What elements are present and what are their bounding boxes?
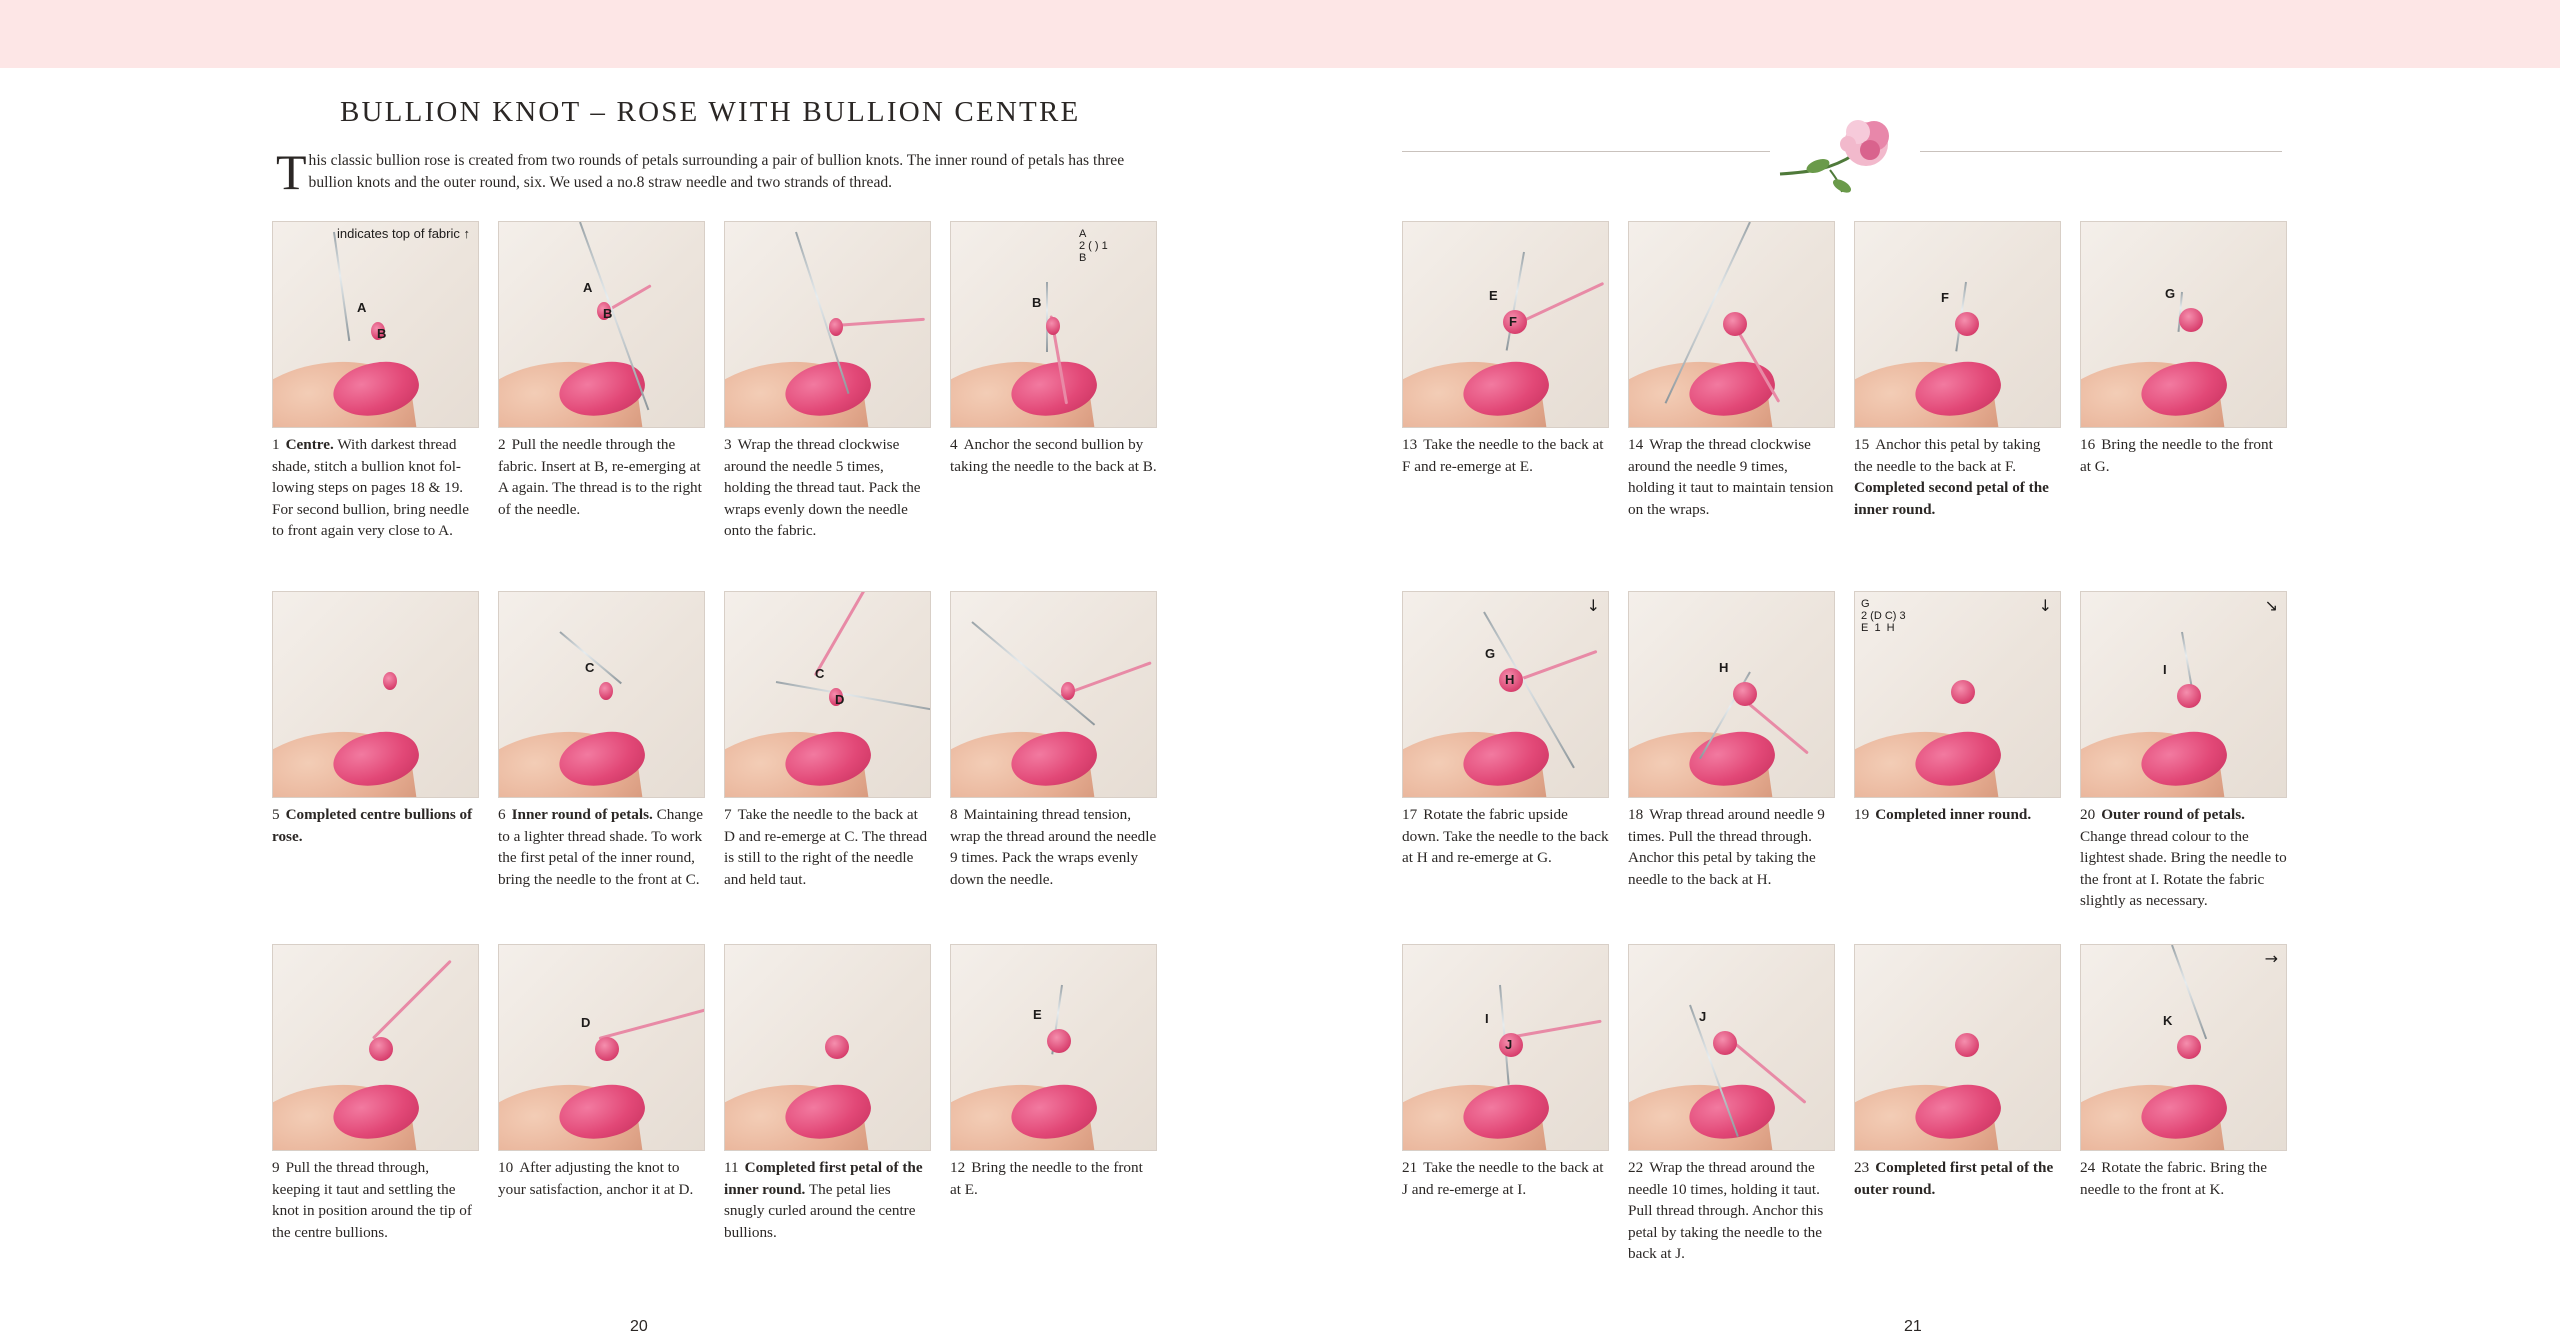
step-number: 9 (272, 1159, 280, 1176)
left-page (0, 68, 1280, 1344)
thread-line (814, 591, 867, 676)
bullion-knot (1733, 682, 1757, 706)
step-text: Take the needle to the back at D and re-emerge at C. The thread is still to the right of the needle and held taut. (724, 806, 928, 888)
point-label: J (1699, 1009, 1707, 1024)
step-text: Wrap the thread clockwise around the needle 9 times, holding it taut to maintain tension on the wraps. (1628, 436, 1834, 518)
direction-arrow-icon: ↓ (2038, 596, 2052, 615)
step-photo-18 (1628, 591, 1835, 798)
step-caption-18 (1628, 804, 1835, 890)
direction-arrow-icon: → (2264, 949, 2278, 968)
step-card-20 (2080, 591, 2287, 912)
step-caption-23 (1854, 1157, 2061, 1200)
point-label: B (377, 326, 387, 341)
right-page (1280, 68, 2560, 1344)
intro-paragraph (276, 144, 1168, 200)
diagram-line: G (1861, 598, 1870, 610)
step-card-7 (724, 591, 931, 890)
step-photo-1 (272, 221, 479, 428)
step-text: Wrap the thread around the needle 10 times, holding it taut. Pull thread through. Anchor this petal by taking the needle to the back at J. (1628, 1159, 1824, 1262)
step-heading: Inner round of petals. (511, 806, 653, 823)
thread-line (599, 1006, 705, 1040)
step-card-21 (1402, 944, 1609, 1200)
step-caption-2 (498, 434, 705, 520)
needle (1506, 252, 1525, 351)
diagram-line: 2 (D C) 3 (1861, 610, 1906, 622)
bullion-knot (595, 1037, 619, 1061)
step-photo-14 (1628, 221, 1835, 428)
step-text: Anchor this petal by taking the needle to the back at F. (1854, 436, 2041, 475)
step-number: 23 (1854, 1159, 1870, 1176)
step-heading: Centre. (285, 436, 334, 453)
step-photo-12 (950, 944, 1157, 1151)
page-title: BULLION KNOT – ROSE WITH BULLION CENTRE (340, 96, 1081, 128)
point-label: B (1032, 295, 1042, 310)
bullion-knot (825, 1035, 849, 1059)
step-text: Change thread colour to the lightest shade. Bring the needle to the front at I. Rotate the fabric slightly as necessary. (2080, 827, 2287, 909)
step-caption-24 (2080, 1157, 2287, 1200)
step-result: Completed second petal of the inner round. (1854, 479, 2049, 518)
bullion-knot (369, 1037, 393, 1061)
step-number: 8 (950, 806, 958, 823)
rose-emblem-image (1770, 92, 1920, 202)
point-label: F (1941, 290, 1949, 305)
direction-arrow-icon: ↘ (2264, 596, 2278, 615)
step-card-5 (272, 591, 479, 847)
point-label: H (1505, 672, 1515, 687)
step-card-10 (498, 944, 705, 1200)
point-label: E (1033, 1007, 1042, 1022)
needle (971, 621, 1095, 725)
point-label: D (835, 692, 845, 707)
step-number: 18 (1628, 806, 1644, 823)
point-label: K (2163, 1013, 2173, 1028)
needle (2181, 632, 2193, 691)
step-number: 13 (1402, 436, 1418, 453)
step-heading: Completed first petal of the inner round. (724, 1159, 923, 1198)
step-number: 3 (724, 436, 732, 453)
step-card-2 (498, 221, 705, 520)
step-card-14 (1628, 221, 1835, 520)
step-photo-4 (950, 221, 1157, 428)
point-label: E (1489, 288, 1498, 303)
step-photo-6 (498, 591, 705, 798)
step-text: Maintaining thread tension, wrap the thread around the needle 9 times. Pack the wraps evenly down the needle. (950, 806, 1157, 888)
step-text: Bring the needle to the front at E. (950, 1159, 1143, 1198)
page-number-left: 20 (630, 1318, 648, 1335)
step-caption-14 (1628, 434, 1835, 520)
step-number: 20 (2080, 806, 2096, 823)
step-caption-22 (1628, 1157, 1835, 1265)
thread-line (372, 960, 452, 1040)
point-label: A (357, 300, 367, 315)
step-caption-4 (950, 434, 1157, 477)
step-card-12 (950, 944, 1157, 1200)
step-card-22 (1628, 944, 1835, 1265)
step-caption-21 (1402, 1157, 1609, 1200)
drop-cap: T (276, 144, 307, 200)
bullion-knot (2179, 308, 2203, 332)
stitch-diagram (1861, 598, 1906, 634)
bullion-knot (599, 682, 613, 700)
step-text: Rotate the fabric upside down. Take the needle to the back at H and re-emerge at G. (1402, 806, 1609, 866)
step-caption-19 (1854, 804, 2061, 826)
intro-text: his classic bullion rose is created from two rounds of petals surrounding a pair of bullion knots. The inner round of petals has three bullion knots and the outer round, six. We used a no.8 straw needle and two strands of thread. (308, 152, 1125, 191)
step-text: Pull the thread through, keeping it taut and settling the knot in position around the tip of the centre bullions. (272, 1159, 472, 1241)
step-text: Wrap thread around needle 9 times. Pull the thread through. Anchor this petal by taking the needle to the back at H. (1628, 806, 1825, 888)
step-card-8 (950, 591, 1157, 890)
step-number: 22 (1628, 1159, 1644, 1176)
point-label: C (585, 660, 595, 675)
step-photo-9 (272, 944, 479, 1151)
step-text: Take the needle to the back at J and re-emerge at I. (1402, 1159, 1604, 1198)
step-photo-5 (272, 591, 479, 798)
step-number: 19 (1854, 806, 1870, 823)
step-text: Change to a lighter thread shade. To work the first petal of the inner round, bring the needle to the front at C. (498, 806, 704, 888)
step-number: 21 (1402, 1159, 1418, 1176)
step-caption-8 (950, 804, 1157, 890)
step-number: 1 (272, 436, 280, 453)
diagram-line: A (1079, 228, 1087, 240)
bullion-knot (383, 672, 397, 690)
step-photo-24 (2080, 944, 2287, 1151)
step-photo-16 (2080, 221, 2287, 428)
stitch-diagram (1079, 228, 1108, 264)
step-card-18 (1628, 591, 1835, 890)
step-number: 2 (498, 436, 506, 453)
point-label: B (603, 306, 613, 321)
step-caption-15 (1854, 434, 2061, 520)
step-text: Pull the needle through the fabric. Insert at B, re-emerging at A again. The thread is to the right of the needle. (498, 436, 702, 518)
step-number: 17 (1402, 806, 1418, 823)
step-number: 4 (950, 436, 958, 453)
step-number: 6 (498, 806, 506, 823)
bullion-knot (1955, 312, 1979, 336)
step-card-15 (1854, 221, 2061, 520)
fabric-top-note: indicates top of fabric ↑ (337, 226, 470, 241)
point-label: J (1505, 1037, 1513, 1052)
step-card-1 (272, 221, 479, 542)
diagram-line: E 1 H (1861, 622, 1895, 634)
step-caption-16 (2080, 434, 2287, 477)
step-photo-22 (1628, 944, 1835, 1151)
point-label: H (1719, 660, 1729, 675)
step-card-4 (950, 221, 1157, 477)
step-photo-3 (724, 221, 931, 428)
step-card-13 (1402, 221, 1609, 477)
bullion-knot (1046, 317, 1060, 335)
step-number: 5 (272, 806, 280, 823)
point-label: I (1485, 1011, 1489, 1026)
step-caption-7 (724, 804, 931, 890)
step-photo-13 (1402, 221, 1609, 428)
step-text: Bring the needle to the front at G. (2080, 436, 2273, 475)
step-card-23 (1854, 944, 2061, 1200)
step-card-17 (1402, 591, 1609, 869)
step-heading: Completed centre bullions of rose. (272, 806, 473, 845)
step-heading: Completed first petal of the outer round. (1854, 1159, 2054, 1198)
step-photo-2 (498, 221, 705, 428)
step-photo-17 (1402, 591, 1609, 798)
step-photo-15 (1854, 221, 2061, 428)
step-text: The petal lies snugly curled around the centre bullions. (724, 1180, 916, 1241)
step-number: 7 (724, 806, 732, 823)
step-caption-12 (950, 1157, 1157, 1200)
step-photo-20 (2080, 591, 2287, 798)
step-photo-7 (724, 591, 931, 798)
step-photo-11 (724, 944, 931, 1151)
bullion-knot (2177, 1035, 2201, 1059)
step-card-3 (724, 221, 931, 542)
point-label: D (581, 1015, 591, 1030)
bullion-knot (1047, 1029, 1071, 1053)
step-photo-10 (498, 944, 705, 1151)
needle (776, 681, 931, 712)
bullion-knot (2177, 684, 2201, 708)
step-number: 24 (2080, 1159, 2096, 1176)
step-photo-19 (1854, 591, 2061, 798)
step-card-24 (2080, 944, 2287, 1200)
bullion-knot (829, 318, 843, 336)
bullion-knot (1955, 1033, 1979, 1057)
needle (2171, 945, 2207, 1040)
step-card-16 (2080, 221, 2287, 477)
step-caption-20 (2080, 804, 2287, 912)
step-card-6 (498, 591, 705, 890)
bullion-knot (1723, 312, 1747, 336)
page-number-right: 21 (1904, 1318, 1922, 1335)
step-caption-1 (272, 434, 479, 542)
step-heading: Completed inner round. (1875, 806, 2032, 823)
point-label: G (2165, 286, 2176, 301)
thread-line (835, 318, 925, 327)
point-label: C (815, 666, 825, 681)
needle (559, 631, 622, 684)
step-number: 10 (498, 1159, 514, 1176)
bullion-knot (1061, 682, 1075, 700)
step-caption-10 (498, 1157, 705, 1200)
step-text: Anchor the second bullion by taking the needle to the back at B. (950, 436, 1157, 475)
step-card-19 (1854, 591, 2061, 826)
step-text: Take the needle to the back at F and re-emerge at E. (1402, 436, 1604, 475)
point-label: A (583, 280, 593, 295)
step-number: 15 (1854, 436, 1870, 453)
step-caption-9 (272, 1157, 479, 1243)
step-photo-21 (1402, 944, 1609, 1151)
step-text: Wrap the thread clockwise around the needle 5 times, holding the thread taut. Pack the wraps evenly down the needle onto the fabric. (724, 436, 921, 539)
step-caption-5 (272, 804, 479, 847)
step-text: With darkest thread shade, stitch a bullion knot fol-lowing steps on pages 18 & 19. For second bullion, bring needle to front again very close to A. (272, 436, 469, 539)
bullion-knot (1713, 1031, 1737, 1055)
diagram-line: B (1079, 252, 1087, 264)
step-caption-6 (498, 804, 705, 890)
step-caption-11 (724, 1157, 931, 1243)
step-number: 11 (724, 1159, 739, 1176)
bullion-knot (1951, 680, 1975, 704)
point-label: F (1509, 314, 1517, 329)
step-card-11 (724, 944, 931, 1243)
step-heading: Outer round of petals. (2101, 806, 2245, 823)
step-caption-13 (1402, 434, 1609, 477)
point-label: I (2163, 662, 2167, 677)
step-caption-3 (724, 434, 931, 542)
step-text: After adjusting the knot to your satisfaction, anchor it at D. (498, 1159, 694, 1198)
step-number: 16 (2080, 436, 2096, 453)
step-number: 14 (1628, 436, 1644, 453)
needle (1046, 282, 1048, 352)
step-card-9 (272, 944, 479, 1243)
point-label: G (1485, 646, 1496, 661)
needle (333, 232, 350, 341)
diagram-line: 2 ( ) 1 (1079, 240, 1108, 252)
step-number: 12 (950, 1159, 966, 1176)
top-color-band (0, 0, 2560, 68)
direction-arrow-icon: ↓ (1586, 596, 1600, 615)
step-caption-17 (1402, 804, 1609, 869)
step-text: Rotate the fabric. Bring the needle to the front at K. (2080, 1159, 2267, 1198)
step-photo-23 (1854, 944, 2061, 1151)
step-photo-8 (950, 591, 1157, 798)
